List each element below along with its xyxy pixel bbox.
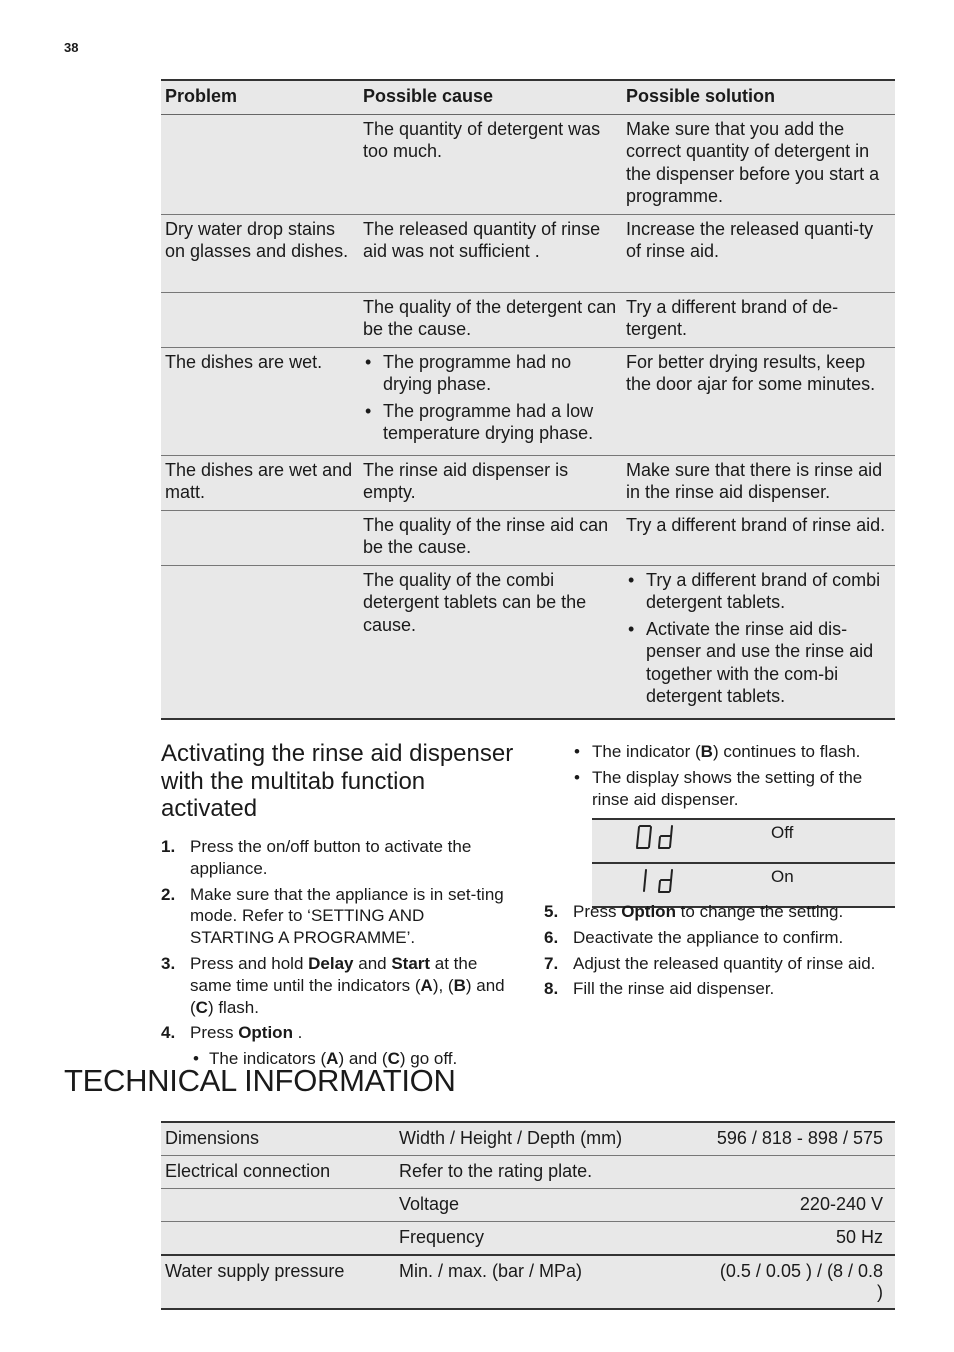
list-item: • The programme had a low temperature drying phase. bbox=[363, 400, 618, 445]
table-row bbox=[161, 1189, 895, 1222]
table-row bbox=[161, 1156, 895, 1189]
spec-description: Min. / max. (bar / MPa) bbox=[395, 1255, 705, 1309]
steps-list-right bbox=[544, 901, 894, 1004]
step-text: Press Option . bbox=[190, 1023, 303, 1043]
solution-cell: Increase the released quanti-ty of rinse aid. bbox=[622, 214, 895, 292]
header-cause: Possible cause bbox=[359, 80, 622, 114]
step-text: Deactivate the appliance to confirm. bbox=[573, 927, 844, 947]
display-1d-icon bbox=[634, 867, 682, 895]
step-number: 7. bbox=[544, 953, 559, 973]
display-setting-table bbox=[592, 818, 895, 908]
header-solution: Possible solution bbox=[622, 80, 895, 114]
step-text: Adjust the released quantity of rinse aid. bbox=[573, 953, 876, 973]
step-text: Fill the rinse aid dispenser. bbox=[573, 979, 775, 999]
section-heading: Activating the rinse aid dispenser with the multitab function activated bbox=[161, 740, 514, 822]
spec-description: Refer to the rating plate. bbox=[395, 1156, 705, 1189]
table-row bbox=[161, 347, 895, 455]
cause-cell: The released quantity of rinse aid was not sufficient . bbox=[359, 214, 622, 292]
steps-list-left bbox=[161, 836, 511, 1074]
list-item: • Try a different brand of combi detergent tablets. bbox=[626, 569, 891, 614]
technical-table bbox=[161, 1121, 895, 1310]
cause-bullet-list bbox=[363, 351, 618, 445]
table-row bbox=[592, 819, 895, 863]
table-row bbox=[161, 214, 895, 292]
solution-bullet-list bbox=[626, 569, 891, 708]
spec-name bbox=[161, 1222, 395, 1256]
table-row bbox=[161, 565, 895, 719]
step-item bbox=[161, 953, 511, 1018]
step-number: 2. bbox=[161, 884, 176, 904]
problem-cell bbox=[161, 114, 359, 214]
cause-cell: The quality of the detergent can be the cause. bbox=[359, 292, 622, 347]
table-row bbox=[161, 1122, 895, 1156]
spec-value bbox=[705, 1156, 895, 1189]
step-number: 8. bbox=[544, 979, 559, 999]
solution-cell: Make sure that there is rinse aid in the rinse aid dispenser. bbox=[622, 455, 895, 510]
troubleshooting-table bbox=[161, 79, 895, 720]
header-problem: Problem bbox=[161, 80, 359, 114]
step-number: 5. bbox=[544, 902, 559, 921]
problem-cell bbox=[161, 510, 359, 565]
solution-cell: Try a different brand of de-tergent. bbox=[622, 292, 895, 347]
solution-cell bbox=[622, 565, 895, 719]
step-item bbox=[161, 836, 511, 880]
spec-description: Voltage bbox=[395, 1189, 705, 1222]
step-item bbox=[544, 978, 894, 1000]
list-item: • The indicator (B) continues to flash. bbox=[572, 741, 895, 763]
step-number: 4. bbox=[161, 1023, 176, 1043]
display-cell bbox=[592, 819, 765, 863]
problem-cell: The dishes are wet and matt. bbox=[161, 455, 359, 510]
technical-information-heading: TECHNICAL INFORMATION bbox=[64, 1063, 456, 1098]
cause-cell: The quantity of detergent was too much. bbox=[363, 118, 601, 161]
solution-cell: Try a different brand of rinse aid. bbox=[622, 510, 895, 565]
solution-cell: For better drying results, keep the door ajar for some minutes. bbox=[622, 347, 895, 455]
problem-cell: The dishes are wet. bbox=[161, 347, 359, 455]
display-0d-icon bbox=[634, 823, 682, 851]
table-row bbox=[161, 455, 895, 510]
list-item: • Activate the rinse aid dis-penser and use the rinse aid together with the com-bi detergent tablets. bbox=[626, 618, 891, 708]
page-number: 38 bbox=[64, 40, 79, 55]
spec-name bbox=[161, 1189, 395, 1222]
cause-cell: The quality of the combi detergent tablets can be the cause. bbox=[359, 565, 622, 719]
step-number: 1. bbox=[161, 837, 176, 856]
cause-cell: The quality of the rinse aid can be the cause. bbox=[359, 510, 622, 565]
spec-name: Water supply pressure bbox=[161, 1255, 395, 1309]
step-text: Make sure that the appliance is in set-ting mode. Refer to ‘SETTING AND STARTING A PROGRAMME’. bbox=[190, 884, 504, 948]
problem-cell: Dry water drop stains on glasses and dishes. bbox=[161, 214, 359, 292]
problem-cell bbox=[161, 565, 359, 719]
list-item: • The programme had no drying phase. bbox=[363, 351, 618, 396]
spec-value: 50 Hz bbox=[705, 1222, 895, 1256]
step-number: 6. bbox=[544, 927, 559, 947]
table-row bbox=[161, 114, 895, 214]
cause-cell: The rinse aid dispenser is empty. bbox=[359, 455, 622, 510]
step-item bbox=[544, 901, 894, 923]
spec-description: Width / Height / Depth (mm) bbox=[395, 1122, 705, 1156]
spec-name: Electrical connection bbox=[161, 1156, 395, 1189]
step-item bbox=[161, 884, 511, 949]
cause-cell bbox=[359, 347, 622, 455]
problem-cell bbox=[161, 292, 359, 347]
spec-value: 220-240 V bbox=[705, 1189, 895, 1222]
setting-label: Off bbox=[765, 819, 895, 863]
sub-bullet: • The indicators (A) and (C) go off. bbox=[190, 1048, 511, 1070]
step-text: Press the on/off button to activate the appliance. bbox=[190, 837, 472, 878]
spec-value: (0.5 / 0.05 ) / (8 / 0.8 ) bbox=[705, 1255, 895, 1309]
step-number: 3. bbox=[161, 953, 176, 973]
table-header-row bbox=[161, 80, 895, 114]
spec-description: Frequency bbox=[395, 1222, 705, 1256]
table-row bbox=[161, 1255, 895, 1309]
step-text: Press Option to change the setting. bbox=[573, 902, 844, 921]
table-row bbox=[161, 292, 895, 347]
step-text: Press and hold Delay and Start at the same time until the indicators (A), (B) and (C) flash. bbox=[190, 953, 505, 1017]
step-item bbox=[544, 927, 894, 949]
indicator-bullets bbox=[572, 741, 895, 814]
table-row bbox=[161, 1222, 895, 1256]
spec-name: Dimensions bbox=[161, 1122, 395, 1156]
table-row bbox=[161, 510, 895, 565]
list-item: • The display shows the setting of the rinse aid dispenser. bbox=[572, 767, 895, 811]
setting-label: On bbox=[765, 863, 895, 907]
spec-value: 596 / 818 - 898 / 575 bbox=[705, 1122, 895, 1156]
step-item bbox=[544, 953, 894, 975]
solution-cell: Make sure that you add the correct quantity of detergent in the dispenser before you start a programme. bbox=[626, 118, 880, 206]
